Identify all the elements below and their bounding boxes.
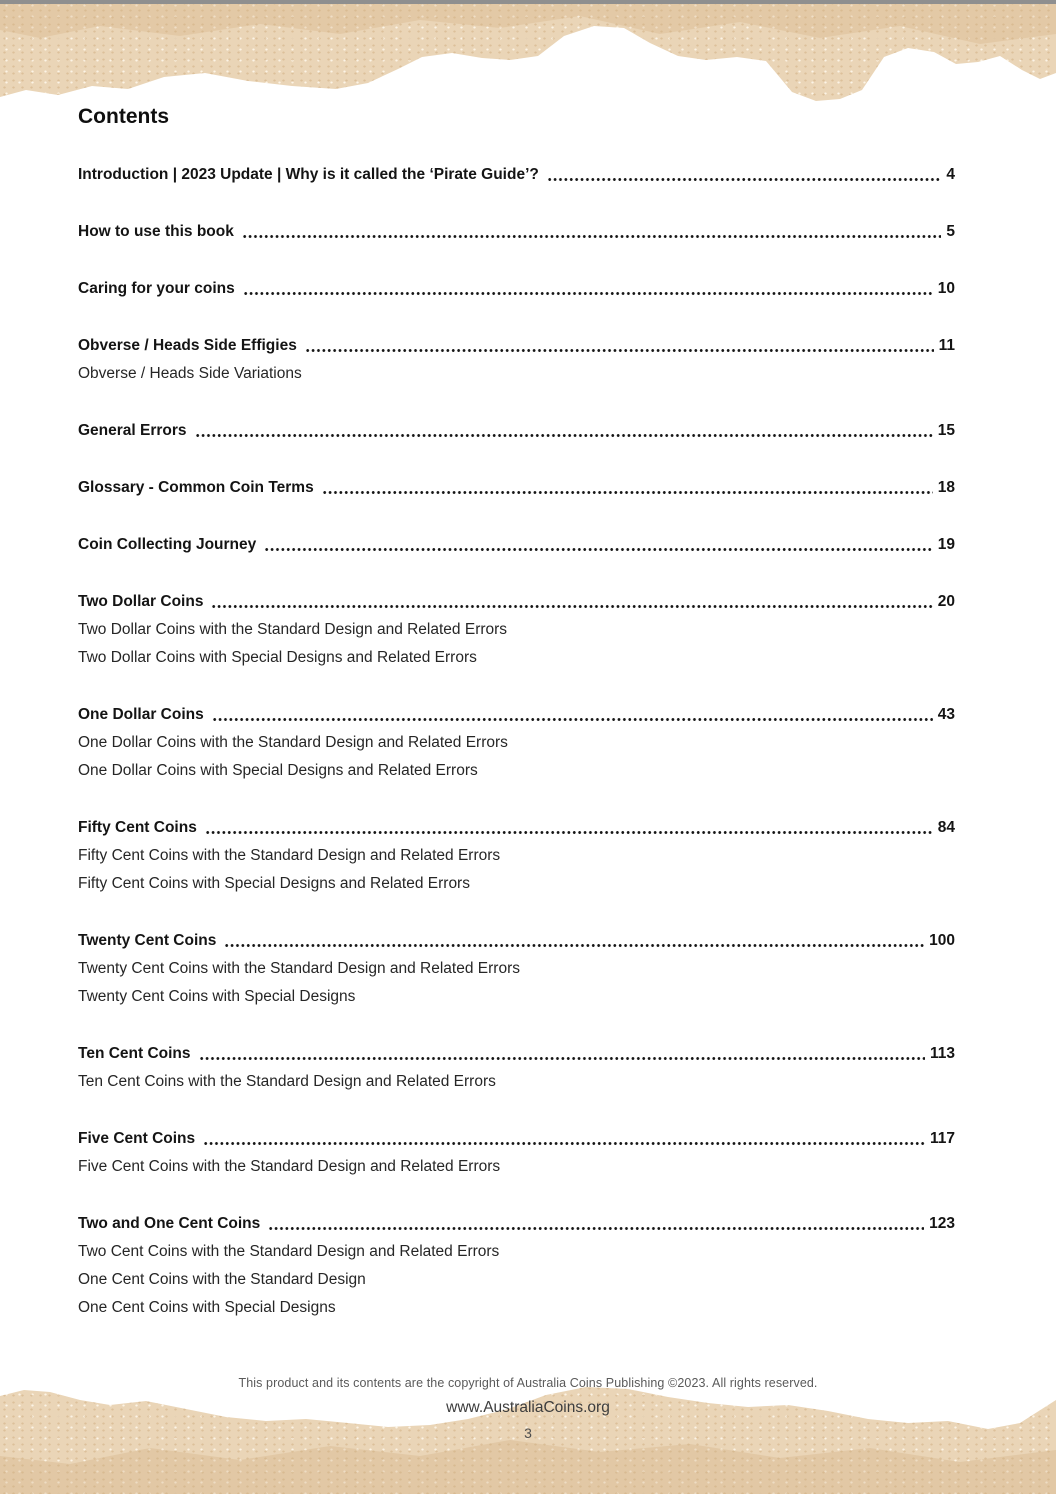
table-of-contents (78, 104, 955, 1351)
toc-sub-entry: One Cent Coins with Special Designs (78, 1299, 336, 1316)
toc-list (78, 161, 955, 1322)
page-title: Contents (78, 105, 169, 128)
toc-block (78, 701, 955, 785)
toc-block (78, 588, 955, 672)
toc-sub-entry: Fifty Cent Coins with the Standard Design and Related Errors (78, 847, 501, 864)
toc-entry-label: Ten Cent Coins (78, 1045, 191, 1062)
toc-entry-page: 10 (937, 280, 955, 297)
toc-sub-entry: Twenty Cent Coins with Special Designs (78, 988, 356, 1005)
window-top-edge (0, 0, 1056, 4)
toc-entry-page: 123 (929, 1215, 955, 1232)
toc-entry (78, 1125, 955, 1153)
toc-entry-label: Caring for your coins (78, 280, 235, 297)
toc-entry-page: 43 (937, 706, 955, 723)
toc-block (78, 1210, 955, 1322)
toc-entry-label: General Errors (78, 422, 187, 439)
toc-block (78, 1040, 955, 1096)
toc-block (78, 474, 955, 502)
toc-entry-page: 4 (946, 166, 955, 183)
dot-leader (268, 1226, 924, 1231)
toc-entry-label: Two and One Cent Coins (78, 1215, 261, 1232)
toc-block (78, 814, 955, 898)
toc-entry (78, 1040, 955, 1068)
toc-sub-entry: One Dollar Coins with Special Designs and Related Errors (78, 762, 478, 779)
toc-sub-entry: One Dollar Coins with the Standard Design and Related Errors (78, 734, 508, 751)
toc-entry-label: Two Dollar Coins (78, 593, 204, 610)
dot-leader (243, 291, 933, 296)
toc-sub-entry: Five Cent Coins with the Standard Design and Related Errors (78, 1158, 501, 1175)
dot-leader (199, 1056, 925, 1061)
toc-block (78, 1125, 955, 1181)
toc-entry-page: 113 (929, 1045, 955, 1062)
toc-block (78, 417, 955, 445)
toc-entry-page: 20 (937, 593, 955, 610)
toc-entry-page: 117 (929, 1130, 955, 1147)
toc-entry-page: 11 (938, 337, 955, 354)
toc-entry (78, 531, 955, 559)
toc-sub-entry: Obverse / Heads Side Variations (78, 365, 302, 382)
toc-sub-entry: Two Dollar Coins with Special Designs and Related Errors (78, 649, 477, 666)
toc-block (78, 927, 955, 1011)
toc-entry-label: Glossary - Common Coin Terms (78, 479, 314, 496)
torn-paper-band-top (0, 0, 1056, 112)
dot-leader (305, 348, 934, 353)
toc-sub-entry: Twenty Cent Coins with the Standard Design and Related Errors (78, 960, 520, 977)
toc-entry (78, 1210, 955, 1238)
dot-leader (195, 433, 933, 438)
toc-entry (78, 218, 955, 246)
footer-page-number: 3 (524, 1425, 532, 1441)
toc-entry-label: Five Cent Coins (78, 1130, 196, 1147)
toc-entry (78, 275, 955, 303)
toc-entry-label: One Dollar Coins (78, 706, 204, 723)
dot-leader (205, 830, 933, 835)
toc-sub-entry: Fifty Cent Coins with Special Designs and Related Errors (78, 875, 470, 892)
toc-entry (78, 417, 955, 445)
toc-block (78, 218, 955, 246)
toc-sub-entry: One Cent Coins with the Standard Design (78, 1271, 366, 1288)
dot-leader (203, 1141, 925, 1146)
toc-entry-label: Twenty Cent Coins (78, 932, 217, 949)
toc-sub-entry: Two Cent Coins with the Standard Design and Related Errors (78, 1243, 500, 1260)
dot-leader (212, 717, 933, 722)
toc-entry-page: 19 (937, 536, 955, 553)
dot-leader (264, 547, 932, 552)
toc-entry-page: 15 (937, 422, 955, 439)
dot-leader (322, 490, 933, 495)
toc-entry (78, 474, 955, 502)
toc-entry (78, 701, 955, 729)
footer-copyright: This product and its contents are the copyright of Australia Coins Publishing ©2023. All rights reserved. (238, 1376, 818, 1390)
toc-entry-label: Obverse / Heads Side Effigies (78, 337, 297, 354)
toc-entry (78, 588, 955, 616)
toc-entry-page: 18 (937, 479, 955, 496)
dot-leader (224, 943, 924, 948)
toc-entry-page: 5 (946, 223, 955, 240)
toc-sub-entry: Ten Cent Coins with the Standard Design and Related Errors (78, 1073, 496, 1090)
toc-entry-label: How to use this book (78, 223, 234, 240)
toc-entry-page: 100 (929, 932, 955, 949)
toc-entry-label: Introduction | 2023 Update | Why is it called the ‘Pirate Guide’? (78, 166, 539, 183)
toc-entry-label: Coin Collecting Journey (78, 536, 257, 553)
toc-sub-entry: Two Dollar Coins with the Standard Design and Related Errors (78, 621, 508, 638)
toc-block (78, 161, 955, 189)
toc-entry (78, 161, 955, 189)
toc-entry (78, 332, 955, 360)
dot-leader (242, 234, 942, 239)
dot-leader (211, 604, 932, 609)
footer-website-url: www.AustraliaCoins.org (446, 1399, 610, 1416)
toc-block (78, 275, 955, 303)
toc-block (78, 531, 955, 559)
toc-entry-label: Fifty Cent Coins (78, 819, 197, 836)
toc-entry-page: 84 (937, 819, 955, 836)
toc-block (78, 332, 955, 388)
toc-entry (78, 927, 955, 955)
dot-leader (547, 177, 942, 182)
toc-entry (78, 814, 955, 842)
